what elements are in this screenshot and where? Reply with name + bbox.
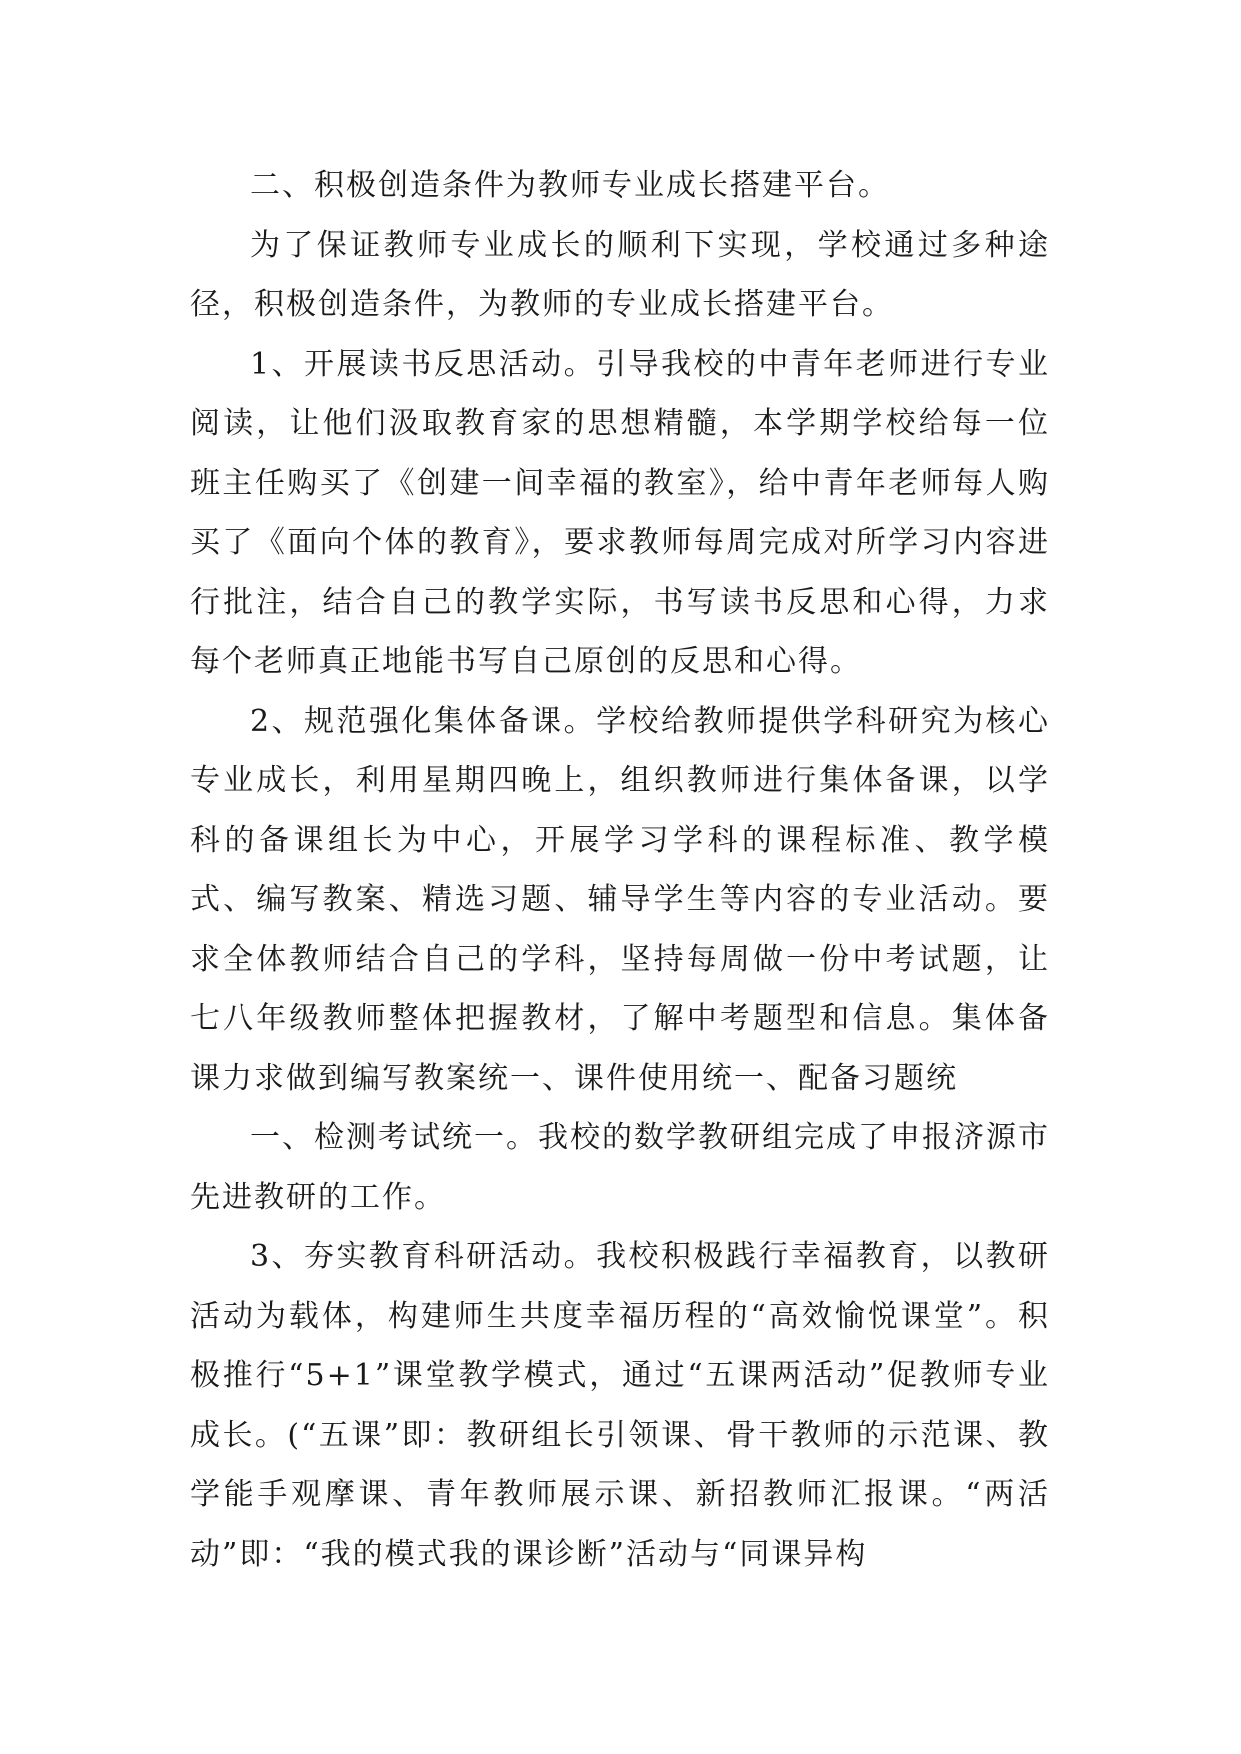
document-body bbox=[190, 156, 1050, 1584]
paragraph-intro: 为了保证教师专业成长的顺利下实现，学校通过多种途径，积极创造条件，为教师的专业成长搭建平台。 bbox=[190, 227, 1050, 322]
paragraph-lesson-prep: 2、规范强化集体备课。学校给教师提供学科研究为核心专业成长，利用星期四晚上，组织教师进行集体备课，以学科的备课组长为中心，开展学习学科的课程标准、教学模式、编写教案、精选习题、辅导学生等内容的专业活动。要求全体教师结合自己的学科，坚持每周做一份中考试题，让七八年级教师整体把握教材，了解中考题型和信息。集体备课力求做到编写教案统一、课件使用统一、配备习题统 bbox=[190, 703, 1050, 1096]
paragraph-research: 3、夯实教育科研活动。我校积极践行幸福教育，以教研活动为载体，构建师生共度幸福历程的“高效愉悦课堂”。积极推行“5+1”课堂教学模式，通过“五课两活动”促教师专业成长。(“五课”即：教研组长引领课、骨干教师的示范课、教学能手观摩课、青年教师展示课、新招教师汇报课。“两活动”即：“我的模式我的课诊断”活动与“同课异构 bbox=[190, 1239, 1050, 1572]
paragraph-exam: 一、检测考试统一。我校的数学教研组完成了申报济源市先进教研的工作。 bbox=[190, 1120, 1050, 1215]
paragraph-reading: 1、开展读书反思活动。引导我校的中青年老师进行专业阅读，让他们汲取教育家的思想精髓，本学期学校给每一位班主任购买了《创建一间幸福的教室》，给中青年老师每人购买了《面向个体的教育》，要求教师每周完成对所学习内容进行批注，结合自己的教学实际，书写读书反思和心得，力求每个老师真正地能书写自己原创的反思和心得。 bbox=[190, 346, 1050, 679]
section-heading: 二、积极创造条件为教师专业成长搭建平台。 bbox=[250, 168, 890, 203]
